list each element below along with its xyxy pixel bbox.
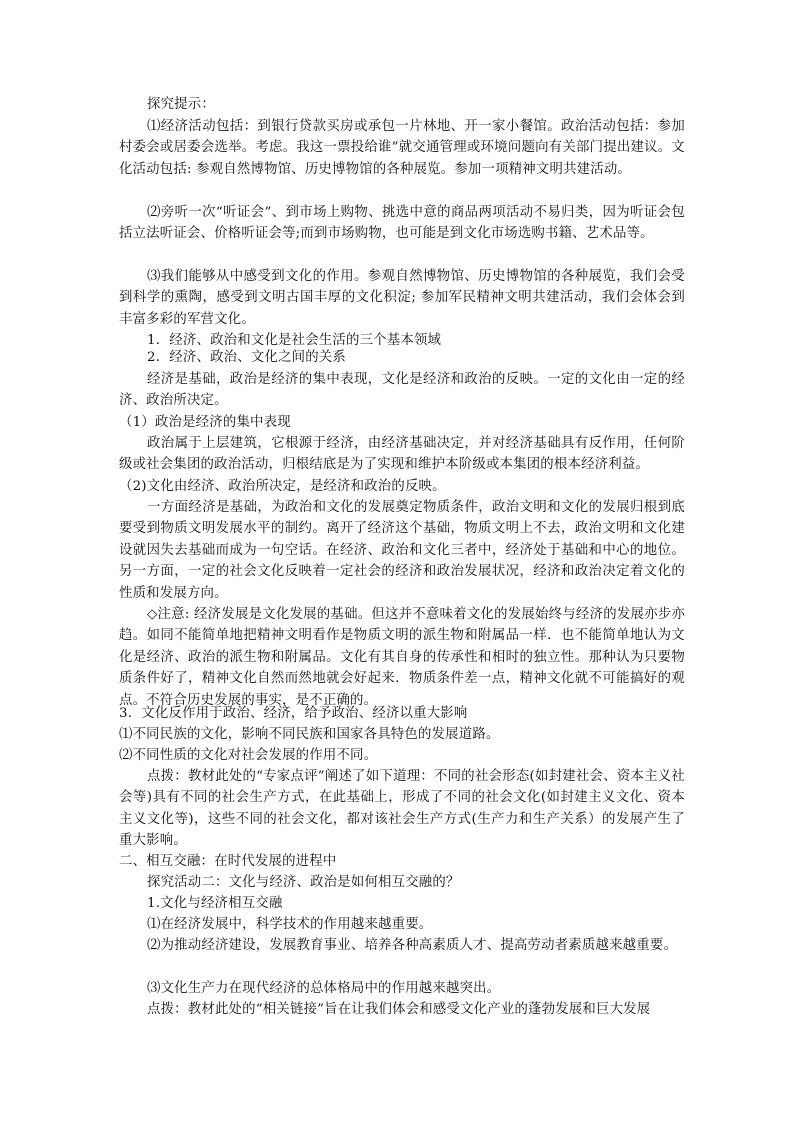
heading-sub-2: （2)文化由经济、政治所决定，是经济和政治的反映。 xyxy=(119,479,446,494)
paragraph-remark-2: 点拨：教材此处的“相关链接”旨在让我们体会和感受文化产业的蓬勃发展和巨大发展 xyxy=(147,1002,651,1017)
list-item-1: ⑴不同民族的文化，影响不同民族和国家各具特色的发展道路。 xyxy=(119,727,500,742)
heading-point-3: 3．文化反作用于政治、经济，给予政治、经济以重大影响 xyxy=(119,706,468,721)
heading-section-2: 二、相互交融：在时代发展的进程中 xyxy=(119,854,337,869)
paragraph-culture-determined: 一方面经济是基础，为政治和文化的发展奠定物质条件，政治文明和文化的发展归根到底要受到物质文明发展水平的制约。离开了经济这个基础，物质文明上不去，政治文明和文化建设就因失去基础而成为一句空话。在经济、政治和文化三者中，经济处于基础和中心的地位。另一方面，一定的社会文化反映着一定社会的经济和政治发展状况，经济和政治决定着文化的性质和发展方向。 xyxy=(119,500,685,601)
heading-sub-1: （1）政治是经济的集中表现 xyxy=(119,415,291,430)
list-item-2: ⑵不同性质的文化对社会发展的作用不同。 xyxy=(119,748,378,763)
paragraph-inquiry-hint: 探究提示： xyxy=(147,97,215,112)
heading-point-2: 2．经济、政治、文化之间的关系 xyxy=(147,350,346,365)
list-item-education: ⑵为推动经济建设，发展教育事业、培养各种高素质人才、提高劳动者素质越来越重要。 xyxy=(147,938,678,953)
paragraph-economy-basis: 经济是基础，政治是经济的集中表现，文化是经济和政治的反映。一定的文化由一定的经济、政治所决定。 xyxy=(119,372,685,409)
heading-activity-2: 探究活动二：文化与经济、政治是如何相互交融的？ xyxy=(147,875,460,890)
paragraph-politics: 政治属于上层建筑，它根源于经济，由经济基础决定，并对经济基础具有反作用，任何阶级或社会集团的政治活动，归根结底是为了实现和维护本阶级或本集团的根本经济利益。 xyxy=(119,436,685,473)
heading-sub-point-1: 1.文化与经济相互交融 xyxy=(147,896,283,911)
paragraph-hint-1: ⑴经济活动包括：到银行贷款买房或承包一片林地、开一家小餐馆。政治活动包括：参加村委会或居委会选举。考虑。我这一票投给谁”就交通管理或环境问题向有关部门提出建议。文化活动包括: 参观自然博物馆、历史博物馆的各种展览。参加一项精神文明共建活动。 xyxy=(119,119,685,177)
list-item-science: ⑴在经济发展中，科学技术的作用越来越重要。 xyxy=(147,917,433,932)
list-item-productivity: ⑶文化生产力在现代经济的总体格局中的作用越来越突出。 xyxy=(147,981,501,996)
paragraph-note: ◇注意: 经济发展是文化发展的基础。但这并不意味着文化的发展始终与经济的发展亦步亦趋。如同不能简单地把精神文明看作是物质文明的派生物和附属品一样．也不能简单地认为文化是经济、政治的派生物和附属品。文化有其自身的传承性和相时的独立性。那种认为只要物质条件好了，精神文化自然而然地就会好起来．物质条件差一点，精神文化就不可能搞好的观点。不符合历史发展的事实，是不正确的。 xyxy=(119,607,685,708)
heading-point-1: 1．经济、政治和文化是社会生活的三个基本领域 xyxy=(147,333,442,348)
paragraph-remark-1: 点拨：教材此处的“专家点评”阐述了如下道理：不同的社会形态(如封建社会、资本主义社会等)具有不同的社会生产方式，在此基础上，形成了不同的社会文化(如封建主义文化、资本主义文化等)，这些不同的社会文化，都对该社会生产方式(生产力和生产关系）的发展产生了重大影响。 xyxy=(119,769,685,849)
paragraph-hint-2: ⑵旁听一次“听证会”、到市场上购物、挑选中意的商品两项活动不易归类，因为听证会包括立法听证会、价格听证会等;而到市场购物，也可能是到文化市场选购书籍、艺术品等。 xyxy=(119,205,685,242)
paragraph-hint-3: ⑶我们能够从中感受到文化的作用。参观自然博物馆、历史博物馆的各种展览，我们会受到科学的熏陶，感受到文明古国丰厚的文化积淀; 参加军民精神文明共建活动，我们会体会到丰富多彩的军营文化。 xyxy=(119,269,685,327)
